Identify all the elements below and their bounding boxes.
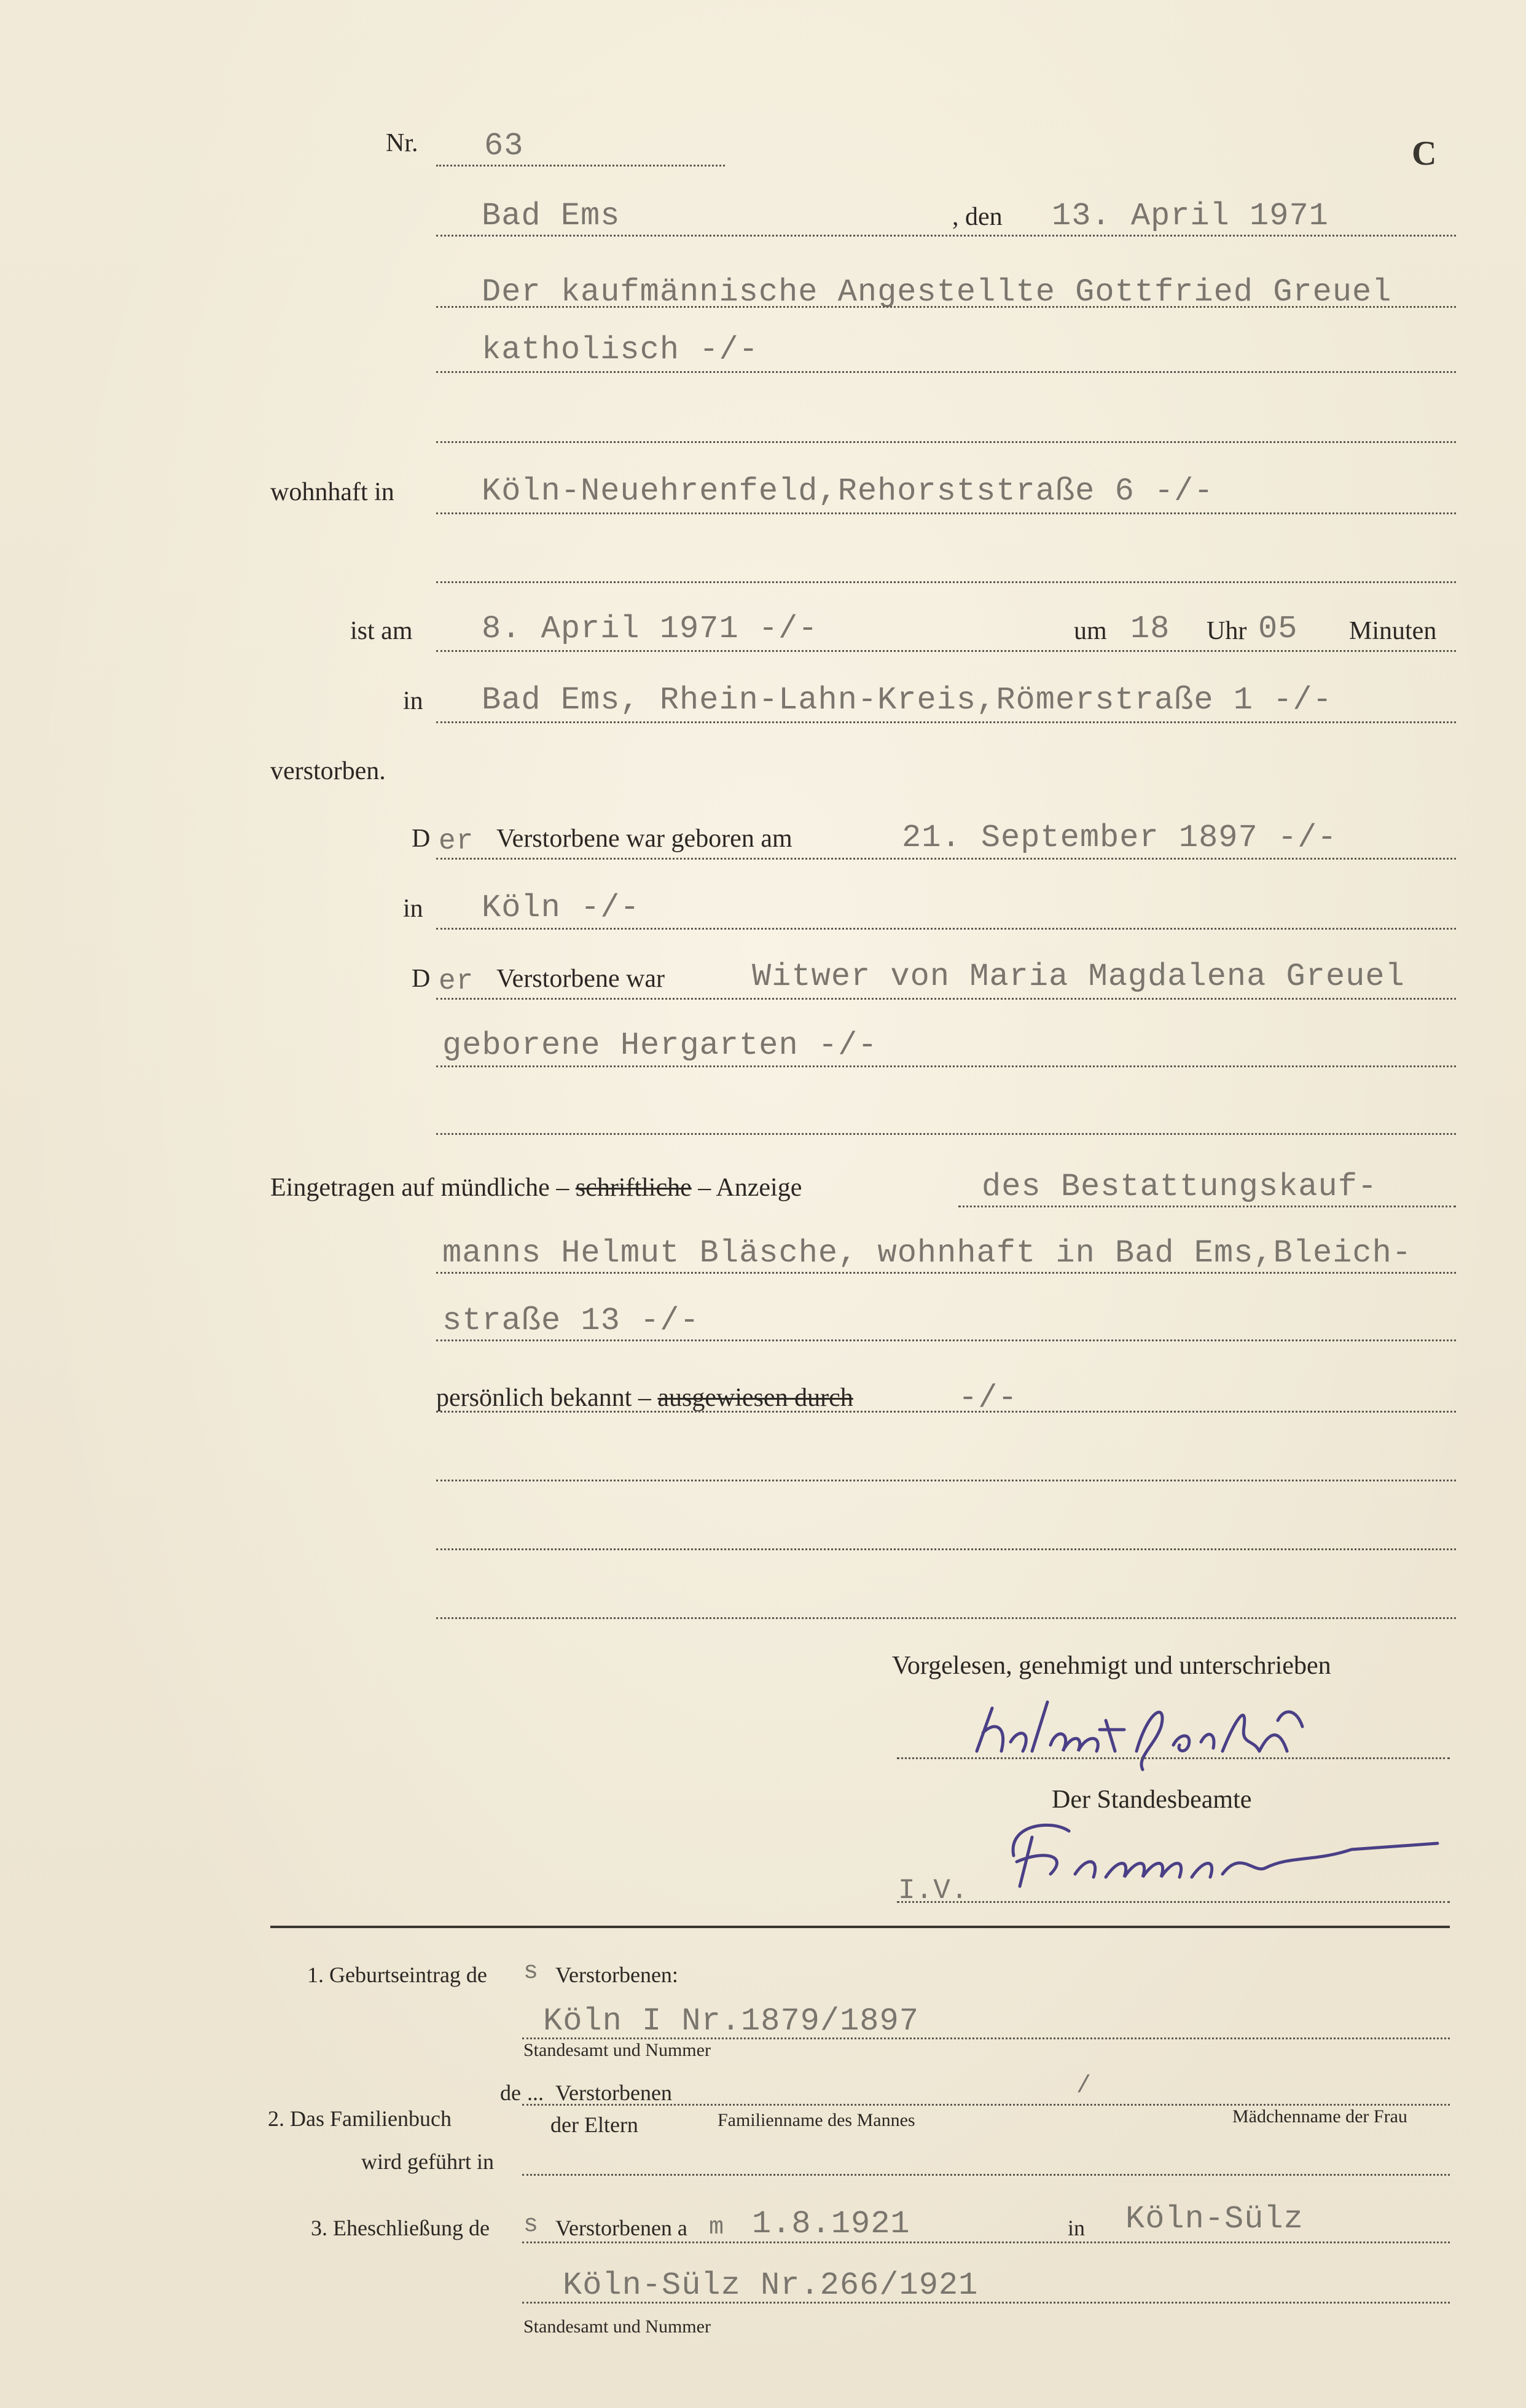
birth-label: Verstorbene war geboren am	[496, 825, 792, 853]
death-minutes: 05	[1258, 611, 1298, 647]
death-place-rule	[436, 721, 1456, 723]
registration-line2: manns Helmut Bläsche, wohnhaft in Bad Ems,Bleich-	[442, 1235, 1412, 1271]
date-line	[436, 235, 1456, 237]
item3-value: Köln-Sülz Nr.266/1921	[563, 2267, 979, 2304]
birth-date-rule	[436, 858, 1456, 860]
item1-caption: Standesamt und Nummer	[523, 2040, 711, 2060]
item3-label: 3. Eheschließung de	[311, 2216, 490, 2240]
item3-caption: Standesamt und Nummer	[523, 2316, 711, 2337]
registration-line3-rule	[436, 1339, 1456, 1341]
blank-line-2	[436, 581, 1456, 583]
minuten-label: Minuten	[1349, 617, 1437, 645]
residence-value: Köln-Neuehrenfeld,Rehorststraße 6 -/-	[482, 473, 1214, 509]
declarant-line1: Der kaufmännische Angestellte Gottfried Greuel	[482, 274, 1392, 310]
footer-separator	[270, 1926, 1450, 1928]
blank-line-5	[436, 1548, 1456, 1550]
nr-line	[436, 165, 725, 167]
death-in-label: in	[403, 687, 423, 715]
registration-line3: straße 13 -/-	[442, 1303, 700, 1339]
iv-label: I.V.	[898, 1875, 969, 1907]
item3-rest: Verstorbenen a	[555, 2216, 687, 2240]
item2-gefuehrt-rule	[522, 2174, 1450, 2176]
item2-mann-caption: Familienname des Mannes	[718, 2110, 915, 2130]
registrar-label: Der Standesbeamte	[1052, 1786, 1252, 1814]
registration-line1-rule	[958, 1206, 1456, 1207]
corner-letter: C	[1412, 135, 1437, 173]
death-date-rule	[436, 650, 1456, 652]
blank-line-6	[436, 1617, 1456, 1619]
item3-place: Köln-Sülz	[1125, 2201, 1304, 2237]
residence-rule	[436, 512, 1456, 514]
birth-label-er: er	[439, 825, 474, 857]
place: Bad Ems	[482, 198, 620, 234]
item3-s: s	[523, 2211, 539, 2239]
item1-rule	[522, 2037, 1450, 2039]
status-line2-rule	[436, 1065, 1456, 1067]
declarant-signature	[965, 1684, 1395, 1776]
item2-label: 2. Das Familienbuch	[268, 2106, 452, 2131]
nr-value: 63	[484, 128, 524, 164]
registrar-sig-rule	[897, 1901, 1450, 1903]
uhr-label: Uhr	[1207, 617, 1247, 645]
item1-value: Köln I Nr.1879/1897	[543, 2003, 919, 2039]
blank-line-4	[436, 1480, 1456, 1481]
birth-in-label: in	[403, 895, 423, 923]
birth-place: Köln -/-	[482, 890, 640, 926]
known-value: -/-	[958, 1380, 1018, 1416]
status-label: Verstorbene war	[496, 965, 665, 993]
declarant-line1-rule	[436, 306, 1456, 308]
verstorben-label: verstorben.	[270, 757, 386, 785]
item1-label: 1. Geburtseintrag de	[307, 1963, 487, 1987]
item2-frau-caption: Mädchenname der Frau	[1232, 2106, 1407, 2127]
status-label-er: er	[439, 965, 474, 997]
birth-place-rule	[436, 928, 1456, 930]
registrar-signature	[995, 1800, 1462, 1905]
known-label: persönlich bekannt – ausgewiesen durch	[436, 1384, 853, 1412]
um-label: um	[1074, 617, 1107, 645]
registration-label: Eingetragen auf mündliche – schriftliche – Anzeige	[270, 1174, 802, 1202]
item2-verstorbenen: Verstorbenen	[555, 2081, 672, 2105]
item3-date: 1.8.1921	[752, 2206, 910, 2242]
item2-rule	[522, 2104, 1450, 2106]
residence-label: wohnhaft in	[270, 478, 394, 506]
item3-in: in	[1068, 2216, 1086, 2240]
item1-rest: Verstorbenen:	[555, 1963, 678, 1987]
registration-line1: des Bestattungskauf-	[982, 1169, 1378, 1205]
declarant-line2: katholisch -/-	[482, 332, 759, 368]
known-rule	[436, 1411, 1456, 1413]
item2-gefuehrt: wird geführt in	[361, 2149, 494, 2174]
date: 13. April 1971	[1052, 198, 1329, 234]
death-hour: 18	[1130, 611, 1170, 647]
item3-value-rule	[522, 2302, 1450, 2304]
nr-label: Nr.	[386, 129, 418, 157]
status-line1: Witwer von Maria Magdalena Greuel	[752, 959, 1405, 995]
status-label-d: D	[412, 965, 431, 993]
declarant-line2-rule	[436, 371, 1456, 373]
item2-slash: /	[1076, 2073, 1092, 2100]
item2-de: de	[500, 2081, 521, 2105]
registration-line2-rule	[436, 1272, 1456, 1274]
item1-s: s	[523, 1958, 539, 1986]
den-label: , den	[952, 203, 1003, 231]
death-date: 8. April 1971 -/-	[482, 611, 818, 647]
birth-date: 21. September 1897 -/-	[902, 820, 1337, 856]
item2-eltern: der Eltern	[550, 2112, 638, 2137]
item3-rule	[522, 2241, 1450, 2243]
birth-label-d: D	[412, 825, 431, 853]
item3-m: m	[709, 2214, 725, 2241]
ist-am-label: ist am	[350, 617, 413, 645]
status-line1-rule	[436, 998, 1456, 1000]
death-place: Bad Ems, Rhein-Lahn-Kreis,Römerstraße 1 -/-	[482, 682, 1332, 718]
blank-line-1	[436, 441, 1456, 443]
item2-dots: ...	[527, 2081, 544, 2105]
blank-line-3	[436, 1133, 1456, 1135]
declarant-sig-rule	[897, 1757, 1450, 1759]
read-approved-label: Vorgelesen, genehmigt und unterschrieben	[892, 1652, 1331, 1680]
status-line2: geborene Hergarten -/-	[442, 1027, 878, 1064]
